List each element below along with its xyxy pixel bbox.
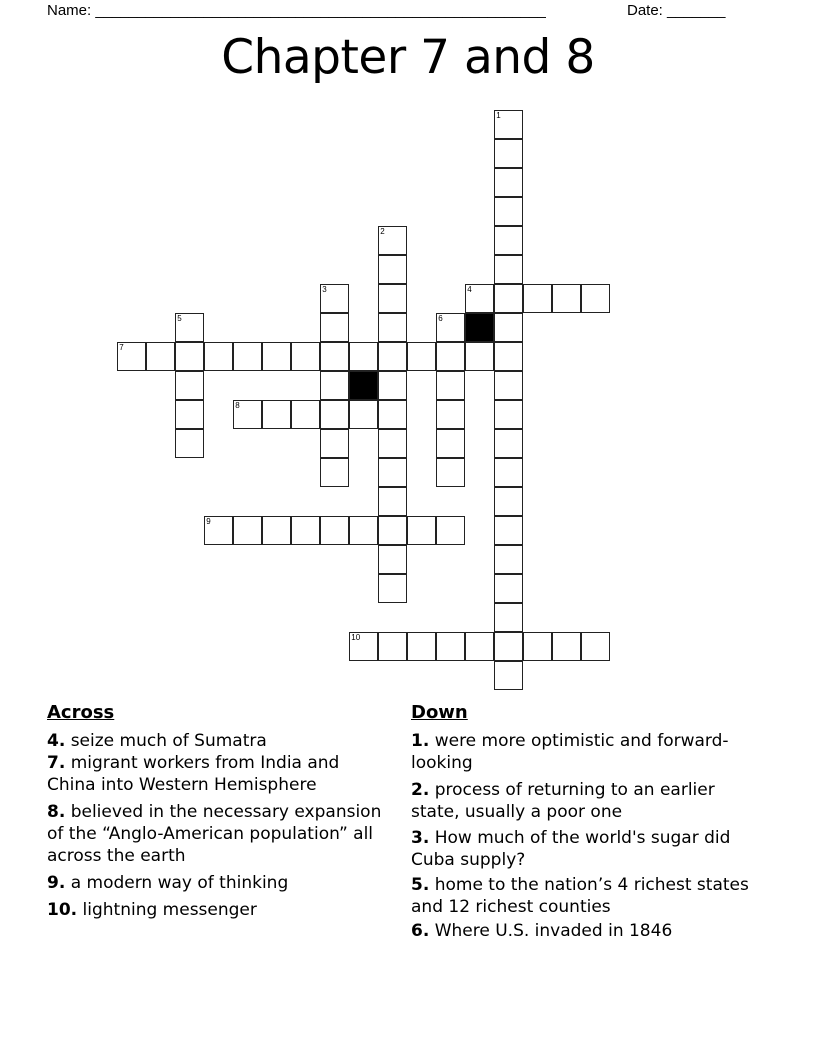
- crossword-cell[interactable]: [349, 632, 378, 661]
- down-clue-1: [411, 730, 741, 774]
- clue-text: seize much of Sumatra: [70, 731, 267, 751]
- clue-number: 2.: [411, 780, 430, 800]
- crossword-cell[interactable]: [494, 284, 523, 313]
- crossword-cell[interactable]: [378, 255, 407, 284]
- crossword-cell[interactable]: [436, 371, 465, 400]
- crossword-cell[interactable]: [175, 371, 204, 400]
- clue-number: 4.: [47, 731, 66, 751]
- crossword-cell[interactable]: [204, 342, 233, 371]
- clue-number: 5.: [411, 875, 430, 895]
- crossword-cell[interactable]: [320, 371, 349, 400]
- crossword-cell[interactable]: [291, 342, 320, 371]
- clue-number-label: 10: [351, 633, 361, 643]
- crossword-cell[interactable]: [320, 458, 349, 487]
- across-heading: Across: [47, 702, 115, 723]
- crossword-cell[interactable]: [494, 545, 523, 574]
- down-clue-6: [411, 920, 771, 942]
- crossword-cell[interactable]: [378, 516, 407, 545]
- crossword-cell[interactable]: [378, 371, 407, 400]
- crossword-cell[interactable]: [146, 342, 175, 371]
- crossword-cell[interactable]: [436, 632, 465, 661]
- clue-number-label: 9: [206, 517, 211, 527]
- crossword-cell[interactable]: [407, 516, 436, 545]
- crossword-cell[interactable]: [262, 400, 291, 429]
- crossword-cell[interactable]: [175, 429, 204, 458]
- crossword-cell[interactable]: [494, 168, 523, 197]
- clue-number: 8.: [47, 802, 66, 822]
- black-square: [465, 313, 494, 342]
- clue-number-label: 5: [177, 314, 182, 324]
- crossword-cell[interactable]: [465, 284, 494, 313]
- crossword-cell[interactable]: [581, 284, 610, 313]
- clue-number: 6.: [411, 921, 430, 941]
- date-field-label: Date: _______: [627, 2, 726, 19]
- crossword-cell[interactable]: [233, 516, 262, 545]
- crossword-cell[interactable]: [494, 516, 523, 545]
- crossword-cell[interactable]: [494, 371, 523, 400]
- crossword-cell[interactable]: [407, 342, 436, 371]
- crossword-cell[interactable]: [494, 255, 523, 284]
- crossword-cell[interactable]: [291, 400, 320, 429]
- crossword-cell[interactable]: [494, 574, 523, 603]
- crossword-cell[interactable]: [378, 545, 407, 574]
- crossword-cell[interactable]: [494, 342, 523, 371]
- crossword-cell[interactable]: [320, 284, 349, 313]
- crossword-cell[interactable]: [349, 342, 378, 371]
- crossword-cell[interactable]: [378, 487, 407, 516]
- crossword-cell[interactable]: [494, 313, 523, 342]
- crossword-cell[interactable]: [436, 516, 465, 545]
- crossword-cell[interactable]: [204, 516, 233, 545]
- crossword-cell[interactable]: [407, 632, 436, 661]
- crossword-cell[interactable]: [523, 284, 552, 313]
- crossword-cell[interactable]: [494, 429, 523, 458]
- clue-text: lightning messenger: [82, 900, 257, 920]
- crossword-cell[interactable]: [436, 429, 465, 458]
- crossword-cell[interactable]: [320, 516, 349, 545]
- crossword-cell[interactable]: [175, 400, 204, 429]
- crossword-cell[interactable]: [320, 313, 349, 342]
- crossword-cell[interactable]: [494, 487, 523, 516]
- down-clue-2: [411, 779, 761, 823]
- crossword-cell[interactable]: [494, 603, 523, 632]
- crossword-cell[interactable]: [117, 342, 146, 371]
- crossword-cell[interactable]: [523, 632, 552, 661]
- crossword-cell[interactable]: [494, 661, 523, 690]
- clue-text: Where U.S. invaded in 1846: [434, 921, 673, 941]
- crossword-cell[interactable]: [436, 342, 465, 371]
- black-square: [349, 371, 378, 400]
- crossword-cell[interactable]: [436, 313, 465, 342]
- clue-number: 10.: [47, 900, 78, 920]
- clue-text: How much of the world's sugar did Cuba supply?: [411, 828, 731, 870]
- across-clue-7: [47, 752, 377, 796]
- crossword-cell[interactable]: [175, 342, 204, 371]
- clue-text: process of returning to an earlier state, usually a poor one: [411, 780, 715, 822]
- crossword-cell[interactable]: [552, 632, 581, 661]
- crossword-cell[interactable]: [494, 400, 523, 429]
- crossword-cell[interactable]: [378, 313, 407, 342]
- down-clue-5: [411, 874, 771, 918]
- crossword-cell[interactable]: [494, 458, 523, 487]
- crossword-cell[interactable]: [320, 429, 349, 458]
- crossword-cell[interactable]: [378, 429, 407, 458]
- clue-number-label: 4: [467, 285, 472, 295]
- clue-number-label: 2: [380, 227, 385, 237]
- clue-text: were more optimistic and forward-looking: [411, 731, 729, 773]
- crossword-cell[interactable]: [581, 632, 610, 661]
- crossword-cell[interactable]: [175, 313, 204, 342]
- crossword-cell[interactable]: [291, 516, 320, 545]
- clue-number-label: 3: [322, 285, 327, 295]
- clue-number-label: 6: [438, 314, 443, 324]
- crossword-cell[interactable]: [465, 342, 494, 371]
- crossword-cell[interactable]: [436, 400, 465, 429]
- crossword-cell[interactable]: [436, 458, 465, 487]
- across-clue-10: [47, 899, 407, 921]
- crossword-cell[interactable]: [233, 400, 262, 429]
- clue-number-label: 1: [496, 111, 501, 121]
- crossword-cell[interactable]: [262, 516, 291, 545]
- crossword-cell[interactable]: [378, 632, 407, 661]
- clue-number: 3.: [411, 828, 430, 848]
- crossword-cell[interactable]: [378, 574, 407, 603]
- crossword-cell[interactable]: [494, 226, 523, 255]
- crossword-cell[interactable]: [233, 342, 262, 371]
- clue-number-label: 7: [119, 343, 124, 353]
- crossword-cell[interactable]: [494, 139, 523, 168]
- down-heading: Down: [411, 702, 468, 723]
- crossword-cell[interactable]: [349, 516, 378, 545]
- clue-text: home to the nation’s 4 richest states and 12 richest counties: [411, 875, 749, 917]
- clue-text: migrant workers from India and China into Western Hemisphere: [47, 753, 340, 795]
- crossword-cell[interactable]: [262, 342, 291, 371]
- clue-number: 9.: [47, 873, 66, 893]
- name-field-label: Name: ______________________________________________________: [47, 2, 546, 19]
- crossword-cell[interactable]: [465, 632, 494, 661]
- crossword-cell[interactable]: [494, 110, 523, 139]
- clue-text: a modern way of thinking: [70, 873, 289, 893]
- clue-number: 7.: [47, 753, 66, 773]
- crossword-cell[interactable]: [378, 226, 407, 255]
- across-clue-8: [47, 801, 397, 867]
- crossword-cell[interactable]: [320, 400, 349, 429]
- clue-number-label: 8: [235, 401, 240, 411]
- clue-number: 1.: [411, 731, 430, 751]
- page-title: Chapter 7 and 8: [221, 30, 595, 85]
- across-clue-9: [47, 872, 407, 894]
- crossword-cell[interactable]: [494, 197, 523, 226]
- crossword-cell[interactable]: [378, 342, 407, 371]
- crossword-cell[interactable]: [378, 400, 407, 429]
- crossword-cell[interactable]: [378, 284, 407, 313]
- crossword-cell[interactable]: [378, 458, 407, 487]
- crossword-cell[interactable]: [320, 342, 349, 371]
- crossword-cell[interactable]: [349, 400, 378, 429]
- crossword-cell[interactable]: [494, 632, 523, 661]
- clue-text: believed in the necessary expansion of the “Anglo-American population” all across the earth: [47, 802, 382, 866]
- down-clue-3: [411, 827, 771, 871]
- crossword-cell[interactable]: [552, 284, 581, 313]
- across-clue-4: [47, 730, 407, 752]
